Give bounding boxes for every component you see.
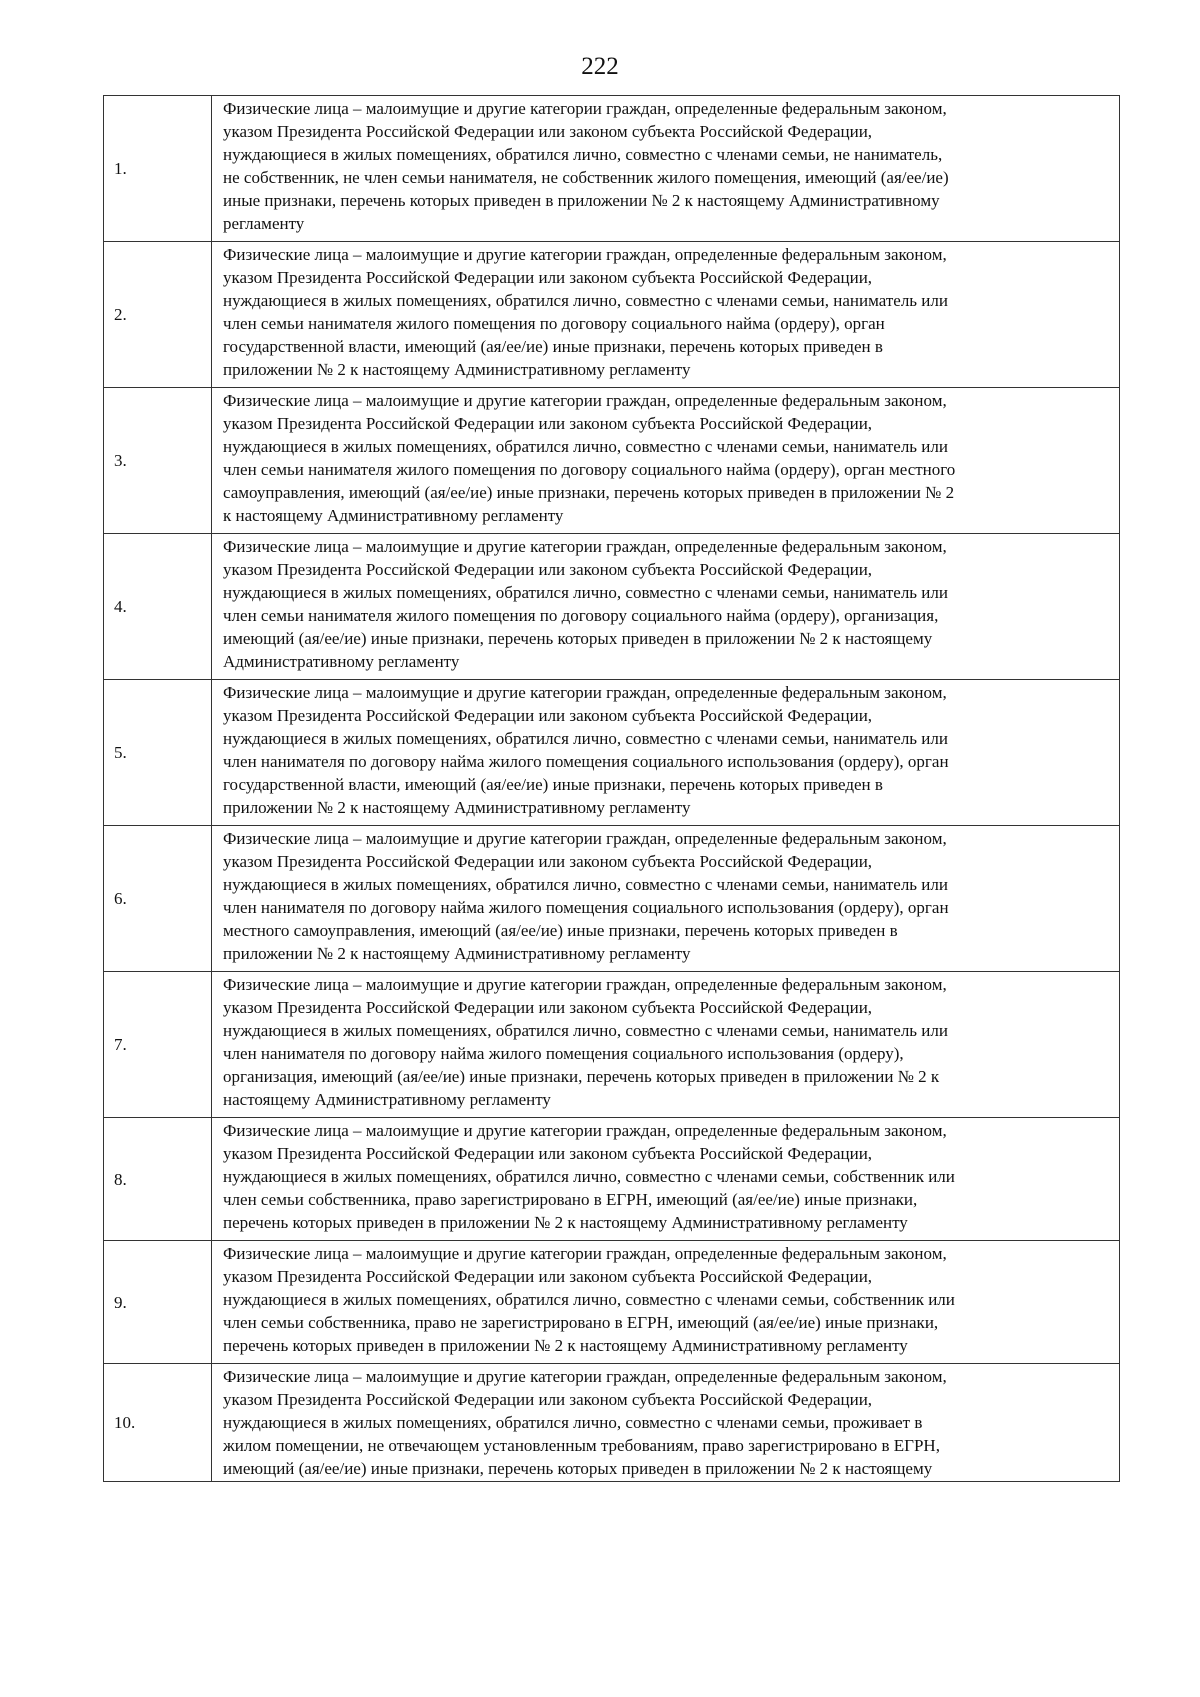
description-line: член нанимателя по договору найма жилого помещения социального использования (ордеру), орган [223, 898, 949, 917]
row-number: 7. [104, 972, 212, 1118]
row-description [212, 826, 1120, 972]
description-line: Физические лица – малоимущие и другие категории граждан, определенные федеральным законом, [223, 975, 947, 994]
description-line: член семьи собственника, право не зарегистрировано в ЕГРН, имеющий (ая/ее/ие) иные признаки, [223, 1313, 939, 1332]
description-line: член семьи нанимателя жилого помещения по договору социального найма (ордеру), орган местного [223, 460, 956, 479]
description-line: организация, имеющий (ая/ее/ие) иные признаки, перечень которых приведен в приложении № 2 к [223, 1067, 940, 1086]
description-line: нуждающиеся в жилых помещениях, обратился лично, совместно с членами семьи, наниматель или [223, 583, 948, 602]
description-line: Физические лица – малоимущие и другие категории граждан, определенные федеральным законом, [223, 245, 947, 264]
description-line: Физические лица – малоимущие и другие категории граждан, определенные федеральным законом, [223, 99, 947, 118]
description-line: Физические лица – малоимущие и другие категории граждан, определенные федеральным законом, [223, 1121, 947, 1140]
row-description [212, 96, 1120, 242]
description-line: нуждающиеся в жилых помещениях, обратился лично, совместно с членами семьи, проживает в [223, 1413, 923, 1432]
description-line: не собственник, не член семьи нанимателя, не собственник жилого помещения, имеющий (ая/ее/ие) [223, 168, 949, 187]
description-line: указом Президента Российской Федерации или законом субъекта Российской Федерации, [223, 852, 873, 871]
description-line: Физические лица – малоимущие и другие категории граждан, определенные федеральным законом, [223, 683, 947, 702]
description-line: имеющий (ая/ее/ие) иные признаки, перечень которых приведен в приложении № 2 к настоящему [223, 1459, 933, 1478]
table-row [104, 1118, 1120, 1241]
description-line: Физические лица – малоимущие и другие категории граждан, определенные федеральным законом, [223, 829, 947, 848]
row-description [212, 1241, 1120, 1364]
description-line: местного самоуправления, имеющий (ая/ее/ие) иные признаки, перечень которых приведен в [223, 921, 898, 940]
description-line: нуждающиеся в жилых помещениях, обратился лично, совместно с членами семьи, наниматель или [223, 875, 948, 894]
table-row [104, 96, 1120, 242]
row-number: 2. [104, 242, 212, 388]
description-line: указом Президента Российской Федерации или законом субъекта Российской Федерации, [223, 414, 873, 433]
description-line: указом Президента Российской Федерации или законом субъекта Российской Федерации, [223, 1267, 873, 1286]
description-line: указом Президента Российской Федерации или законом субъекта Российской Федерации, [223, 122, 873, 141]
description-line: член семьи собственника, право зарегистрировано в ЕГРН, имеющий (ая/ее/ие) иные признаки, [223, 1190, 918, 1209]
description-line: перечень которых приведен в приложении № 2 к настоящему Административному регламенту [223, 1336, 908, 1355]
table-row [104, 1241, 1120, 1364]
table-body [104, 96, 1120, 1482]
description-line: член нанимателя по договору найма жилого помещения социального использования (ордеру), [223, 1044, 904, 1063]
description-line: настоящему Административному регламенту [223, 1090, 551, 1109]
description-line: Физические лица – малоимущие и другие категории граждан, определенные федеральным законом, [223, 391, 947, 410]
description-line: указом Президента Российской Федерации или законом субъекта Российской Федерации, [223, 268, 873, 287]
description-line: нуждающиеся в жилых помещениях, обратился лично, совместно с членами семьи, не наниматель, [223, 145, 943, 164]
description-line: Физические лица – малоимущие и другие категории граждан, определенные федеральным законом, [223, 537, 947, 556]
description-line: нуждающиеся в жилых помещениях, обратился лично, совместно с членами семьи, наниматель или [223, 437, 948, 456]
table-row [104, 826, 1120, 972]
row-description [212, 972, 1120, 1118]
page-number: 222 [581, 53, 619, 80]
row-description [212, 388, 1120, 534]
description-line: государственной власти, имеющий (ая/ее/ие) иные признаки, перечень которых приведен в [223, 337, 883, 356]
row-description [212, 242, 1120, 388]
description-line: жилом помещении, не отвечающем установленным требованиям, право зарегистрировано в ЕГРН, [223, 1436, 940, 1455]
description-line: нуждающиеся в жилых помещениях, обратился лично, совместно с членами семьи, наниматель или [223, 291, 948, 310]
table-row [104, 680, 1120, 826]
description-line: нуждающиеся в жилых помещениях, обратился лично, совместно с членами семьи, наниматель или [223, 1021, 948, 1040]
description-line: нуждающиеся в жилых помещениях, обратился лично, совместно с членами семьи, собственник или [223, 1290, 955, 1309]
row-description [212, 1118, 1120, 1241]
description-line: самоуправления, имеющий (ая/ее/ие) иные признаки, перечень которых приведен в приложении № 2 [223, 483, 955, 502]
table-row [104, 534, 1120, 680]
description-line: член нанимателя по договору найма жилого помещения социального использования (ордеру), орган [223, 752, 949, 771]
row-number: 1. [104, 96, 212, 242]
row-description [212, 680, 1120, 826]
table-row [104, 1364, 1120, 1482]
table-row [104, 388, 1120, 534]
description-line: государственной власти, имеющий (ая/ее/ие) иные признаки, перечень которых приведен в [223, 775, 883, 794]
description-line: Физические лица – малоимущие и другие категории граждан, определенные федеральным законом, [223, 1367, 947, 1386]
row-description [212, 1364, 1120, 1482]
description-line: член семьи нанимателя жилого помещения по договору социального найма (ордеру), организация, [223, 606, 939, 625]
description-line: иные признаки, перечень которых приведен в приложении № 2 к настоящему Административному [223, 191, 940, 210]
row-number: 9. [104, 1241, 212, 1364]
description-line: нуждающиеся в жилых помещениях, обратился лично, совместно с членами семьи, наниматель или [223, 729, 948, 748]
row-number: 5. [104, 680, 212, 826]
table-row [104, 972, 1120, 1118]
row-description [212, 534, 1120, 680]
description-line: к настоящему Административному регламенту [223, 506, 564, 525]
row-number: 10. [104, 1364, 212, 1482]
description-line: приложении № 2 к настоящему Административному регламенту [223, 360, 691, 379]
description-line: член семьи нанимателя жилого помещения по договору социального найма (ордеру), орган [223, 314, 885, 333]
row-number: 3. [104, 388, 212, 534]
table-row [104, 242, 1120, 388]
description-line: регламенту [223, 214, 305, 233]
row-number: 6. [104, 826, 212, 972]
description-line: Физические лица – малоимущие и другие категории граждан, определенные федеральным законом, [223, 1244, 947, 1263]
applicant-categories-table [103, 95, 1120, 1482]
description-line: приложении № 2 к настоящему Административному регламенту [223, 798, 691, 817]
description-line: указом Президента Российской Федерации или законом субъекта Российской Федерации, [223, 706, 873, 725]
description-line: указом Президента Российской Федерации или законом субъекта Российской Федерации, [223, 1390, 873, 1409]
description-line: приложении № 2 к настоящему Административному регламенту [223, 944, 691, 963]
row-number: 4. [104, 534, 212, 680]
description-line: перечень которых приведен в приложении № 2 к настоящему Административному регламенту [223, 1213, 908, 1232]
description-line: указом Президента Российской Федерации или законом субъекта Российской Федерации, [223, 998, 873, 1017]
description-line: нуждающиеся в жилых помещениях, обратился лично, совместно с членами семьи, собственник или [223, 1167, 955, 1186]
description-line: Административному регламенту [223, 652, 460, 671]
row-number: 8. [104, 1118, 212, 1241]
description-line: указом Президента Российской Федерации или законом субъекта Российской Федерации, [223, 560, 873, 579]
description-line: указом Президента Российской Федерации или законом субъекта Российской Федерации, [223, 1144, 873, 1163]
description-line: имеющий (ая/ее/ие) иные признаки, перечень которых приведен в приложении № 2 к настоящему [223, 629, 933, 648]
